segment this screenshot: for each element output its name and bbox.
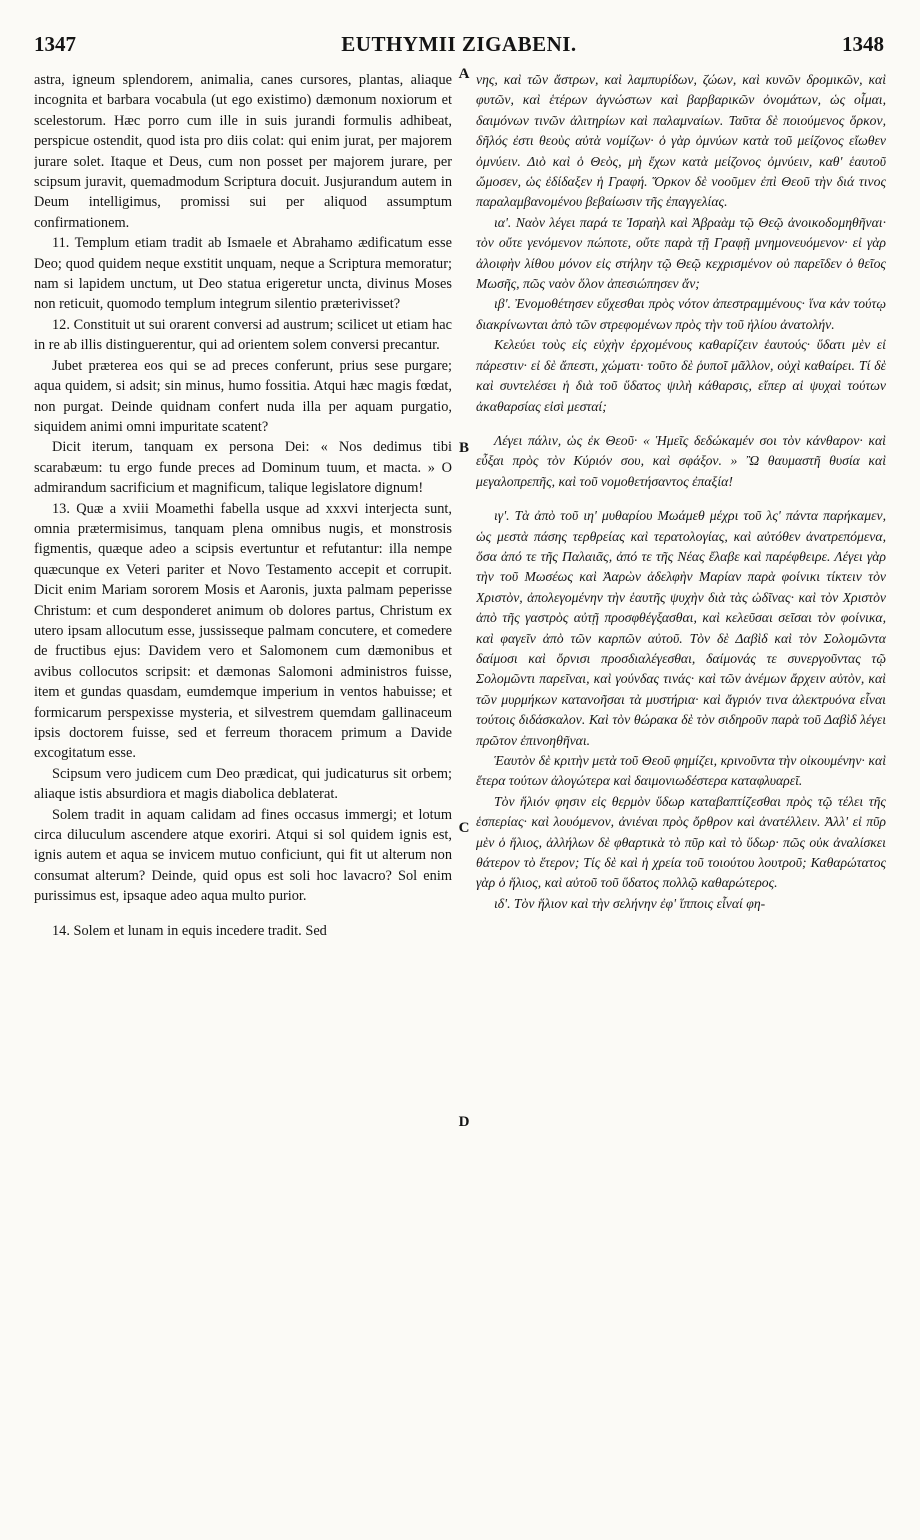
greek-column — [476, 70, 886, 1530]
latin-paragraph: Jubet præterea eos qui se ad preces conferunt, prius sese purgare; aqua quidem, si adsit; sin minus, humo fossitia. Atqui hæc magis fœdat, non purgat. Deinde quidnam confert nuda illa per aquam purgatio, siquidem animi omni impuritate scatent? — [34, 357, 452, 435]
greek-paragraph: Λέγει πάλιν, ὡς ἐκ Θεοῦ· « Ἡμεῖς δεδώκαμέν σοι τὸν κάνθαρον· καὶ εὖξαι πρὸς τὸν Κύριόν σου, καὶ σφάξον. » Ὢ θαυμαστῆ θυσία καὶ μεγαλοπρεπῆς, καὶ τοῦ νομοθετήσαντος ἐπαξία! — [476, 432, 886, 489]
greek-paragraph: νης, καὶ τῶν ἄστρων, καὶ λαμπυρίδων, ζώων, καὶ κυνῶν δρομικῶν, καὶ φυτῶν, καὶ ἑτέρων ἀγνώστων καὶ βαρβαρικῶν ὀνομάτων, ὡς οἶμαι, δαιμόνων τινῶν ἀλιτηρίων καὶ παλαμναίων. Ταῦτα δὲ ποιούμενος ὅρκον, δῆλός ἐστι θεοὺς αὐτὰ νομίζων· ὁ γὰρ ὀμνύων κατὰ τοῦ μείζονος εἴωθεν ὀμνύειν. Διὸ καὶ ὁ Θεὸς, μὴ ἔχων κατὰ μείζονος ὀμνύειν, καθ' ἑαυτοῦ ὤμοσεν, ὡς ἐδίδαξεν ἡ Γραφή. Ὅρκον δὲ νοοῦμεν ἐπὶ Θεοῦ τὴν διά τινος παραλαμβανομένου βεβαίωσιν τῆς ἐπαγγελίας. — [476, 72, 886, 210]
margin-marker-c: C — [458, 820, 470, 836]
latin-column — [34, 70, 452, 1530]
latin-paragraph: 14. Solem et lunam in equis incedere tradit. Sed — [52, 922, 327, 939]
latin-paragraph: Dicit iterum, tanquam ex persona Dei: « Nos dedimus tibi scarabæum: tu ergo funde preces ad Dominum tuum, et macta. » O admirandum sacrificium et magnificum, talique legislatore dignum! — [34, 439, 452, 497]
page-number-right: 1348 — [842, 32, 884, 56]
running-header — [34, 32, 884, 56]
greek-paragraph: ιγ'. Τὰ ἀπὸ τοῦ ιη' μυθαρίου Μωάμεθ μέχρι τοῦ λς' πάντα παρήκαμεν, ὡς μεστὰ πάσης τερθρείας καὶ τερατολογίας, καὶ αὐτόθεν ἀνατρεπόμενα, ὅσα ἀπό τε τῆς Παλαιᾶς, ἀπό τε τῆς Νέας ἔλαβε καὶ παρέφθειρε. Λέγει γὰρ τὴν τοῦ Μωσέως καὶ Ἀαρὼν ἀδελφὴν Μαρίαν παρὰ φοίνικι τίκτειν τὸν Χριστὸν, ἀπολεγομένην τὴν ἑαυτῆς ψυχὴν διὰ τὰς ὠδῖνας· καὶ τὸν Χριστὸν ἀπὸ τῆς γαστρὸς αὐτῇ προσφθέγξασθαι, καὶ κελεῦσαι σεῖσαι τὸν φοίνικα, καὶ φαγεῖν ἀπὸ τῶν καρπῶν αὐτοῦ. Τὸν δὲ Δαβὶδ καὶ τὸν Σολομῶντα δαίμοσι καὶ ὄρνισι προσδιαλέγεσθαι, δαίμονάς τε συνεργοῦντας τῷ Σολομῶντι παρεῖναι, καὶ γούνδας τινάς· καὶ τῶν ἀνέμων ἄρχειν αὐτὸν, καὶ τῶν μυρμήκων κατανοῆσαι τὰ μυστήρια· καὶ ἄγριόν τινα ἀλεκτρυόνα εἶναι τούτοις διδάσκαλον. Καὶ τὸν θώρακα δὲ τὸν σιδηροῦν παρὰ τοῦ Δαβὶδ λέγει πρῶτον ἐπινοηθῆναι. — [476, 508, 886, 748]
latin-paragraph: astra, igneum splendorem, animalia, canes cursores, plantas, aliaque incognita et barbara vocabula (ut ego existimo) dæmonum noxiorum et scelestorum. Hæc porro cum ille in suis jurandi formulis adhibeat, perspicue ostendit, quod ista pro diis colat: qui enim jurat, per majorem jurare solet. Itaque et Deus, cum non posset per majorem jurare, per scipsum juravit, quemadmodum Scriptura docuit. Jusjurandum autem in Deum intelligimus, promissi sui per aliquod assumptum confirmationem. — [34, 72, 452, 231]
page-number-left: 1347 — [34, 32, 76, 56]
greek-paragraph: Τὸν ἥλιόν φησιν εἰς θερμὸν ὕδωρ καταβαπτίζεσθαι πρὸς τῷ τέλει τῆς ἑσπερίας· καὶ λουόμενον, ἀνιέναι πρὸς ὄρθρον καὶ ἀνατέλλειν. Ἀλλ' εἰ πῦρ μὲν ὁ ἥλιος, ἀλλήλων δὲ φθαρτικὰ τὸ πῦρ καὶ τὸ ὕδωρ· πῶς οὐκ ἀναλίσκει θάτερον τὸ ἕτερον; Τίς δὲ καὶ ἡ χρεία τοῦ τοιούτου λουτροῦ; Καθαρώτατος γὰρ ὁ ἥλιος, καὶ αὐτοῦ τοῦ ὕδατος πολλῷ καθαρώτερος. — [476, 793, 886, 891]
margin-marker-d: D — [458, 1114, 470, 1130]
running-title: EUTHYMII ZIGABENI. — [341, 32, 577, 56]
latin-paragraph: Scipsum vero judicem cum Deo prædicat, qui judicaturus sit orbem; aliaque istis absurdiora et magis diabolica deblaterat. — [34, 765, 452, 803]
latin-paragraph: Solem tradit in aquam calidam ad fines occasus immergi; et lotum circa diluculum ascendere atque exoriri. Atqui si sol quidem ignis est, ignis autem et aqua se invicem mutuo conficiunt, qui fit ut alterum non consumat alterum? Deinde, quid opus est soli hoc lavacro? Sol enim purissimus est, ipsaque adeo aqua multo purior. — [34, 806, 452, 905]
greek-paragraph: Κελεύει τοὺς εἰς εὐχὴν ἐρχομένους καθαρίζειν ἑαυτούς· ὕδατι μὲν εἰ πάρεστιν· εἰ δὲ ἄπεστι, χώματι· τοῦτο δὲ ῥυποῖ μᾶλλον, οὐχὶ καθαίρει. Τί δὲ καὶ συντελέσει ἡ διὰ τοῦ ὕδατος ψιλὴ κάθαρσις, εἴπερ αἱ ψυχαὶ τούτων ἀκαθαρσίας εἰσὶ μεσταί; — [476, 337, 886, 414]
greek-paragraph: Ἑαυτὸν δὲ κριτὴν μετὰ τοῦ Θεοῦ φημίζει, κρινοῦντα τὴν οἰκουμένην· καὶ ἕτερα τούτων ἀλογώτερα καὶ δαιμονιωδέστερα καταφλυαρεῖ. — [476, 753, 886, 789]
latin-paragraph: 13. Quæ a xviii Moamethi fabella usque ad xxxvi interjecta sunt, omnia prætermisimus, tanquam plena omnibus nugis, et monstrosis figmentis, quæque adeo a scipsis evertuntur et refutantur: illa nempe quæcunque ex Veteri pariter et Novo Testamento accepit et corrupit. Dicit enim Mariam sororem Mosis et Aaronis, juxta palmam peperisse Christum: et cum desponderet animum ob dolores partus, Christum ex utero ipsam allocutum esse, jussisseque palmam concutere, et comedere de fructibus ejus: Davidem vero et Salomonem cum dæmonibus et avibus collocutos scripsit: et dæmonas Salomoni administros fuisse, item et gundas quasdam, eumdemque imperium in ventos habuisse; et formicarum perspexisse mysteria, et silvestrem quemdam gallinaceum ipsis doctorem fuisse, sed et ferreum thoracem primum a Davide excogitatum esse. — [34, 500, 452, 762]
latin-paragraph: 12. Constituit ut sui orarent conversi ad austrum; scilicet ut etiam hac in re ab illis distinguerentur, qui ad orientem solem conversi precantur. — [34, 316, 452, 354]
greek-paragraph: ια'. Ναὸν λέγει παρά τε Ἰσραὴλ καὶ Ἀβραὰμ τῷ Θεῷ ἀνοικοδομηθῆναι· τὸν οὔτε γενόμενον πώποτε, οὔτε παρὰ τῇ Γραφῇ μνημονευόμενον· εἰ γὰρ ἀλοιφὴν λίθου μόνον εἰς στήλην τῷ Θεῷ κεχρισμένον οὐ παρεῖδεν ὁ θεῖος Μωσῆς, πῶς ναὸν ὅλον ἀπεσιώπησεν ἄν; — [476, 214, 886, 292]
latin-paragraph: 11. Templum etiam tradit ab Ismaele et Abrahamo ædificatum esse Deo; quod quidem neque exstitit unquam, neque a Scriptura memoratur; nam si lapidem unctum, ut Deo statua erigeretur uncta, divinus Moses non reticuit, quomodo templum integrum silentio præterivisset? — [34, 235, 452, 313]
greek-paragraph: ιδ'. Τὸν ἥλιον καὶ τὴν σελήνην ἐφ' ἵπποις εἶναί φη- — [494, 895, 766, 911]
greek-paragraph: ιβ'. Ἐνομοθέτησεν εὔχεσθαι πρὸς νότον ἀπεστραμμένους· ἵνα κἀν τούτῳ διακρίνωνται ἀπὸ τῶν στρεφομένων πρὸς τὴν τοῦ ἡλίου ἀνατολήν. — [476, 296, 886, 332]
margin-marker-a: A — [458, 66, 470, 82]
margin-marker-b: B — [458, 440, 469, 456]
